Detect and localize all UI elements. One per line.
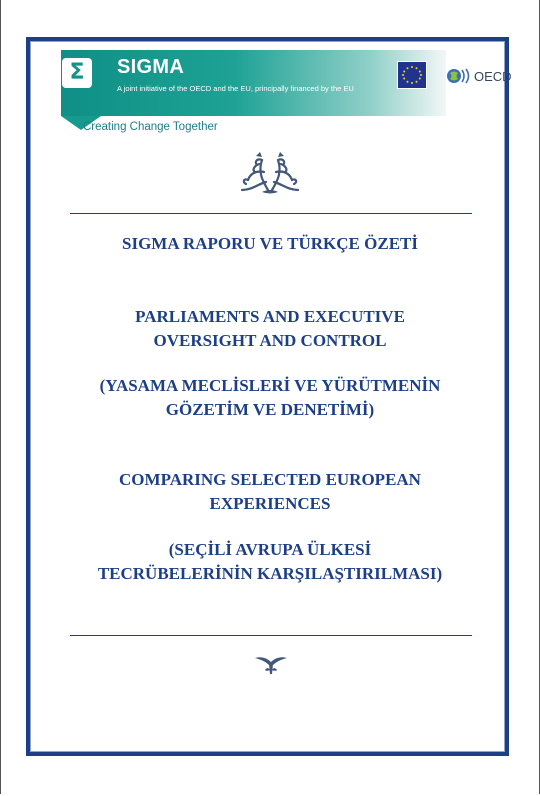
divider-bottom [70,635,472,636]
main-title-tr-line1: (YASAMA MECLİSLERİ VE YÜRÜTMENİN [99,376,441,395]
sigma-subtitle: A joint initiative of the OECD and the EU, principally financed by the EU [117,84,354,93]
subtitle-tr-line2: TECRÜBELERİNİN KARŞILAŞTIRILMASI) [97,564,443,583]
subtitle-tr-line1: (SEÇİLİ AVRUPA ÜLKESİ [168,540,372,559]
oecd-text: OECD [474,68,512,84]
subtitle-en-line2: EXPERIENCES [209,494,331,513]
fleuron-icon [253,652,289,676]
report-title: SIGMA RAPORU VE TÜRKÇE ÖZETİ [122,234,418,253]
tagline: Creating Change Together [83,121,218,133]
subtitle-en-line1: COMPARING SELECTED EUROPEAN [119,470,421,489]
divider-top [70,213,472,214]
sigma-icon: Σ [62,58,92,88]
oecd-logo [446,66,512,86]
sigma-title: SIGMA [117,56,185,78]
floral-ornament-icon [232,150,308,196]
eu-flag-icon [397,61,427,89]
oecd-globe-icon [446,67,472,85]
main-title-en-line1: PARLIAMENTS AND EXECUTIVE [135,307,405,326]
main-title-en-line2: OVERSIGHT AND CONTROL [153,331,387,350]
main-title-tr-line2: GÖZETİM VE DENETİMİ) [165,400,375,419]
